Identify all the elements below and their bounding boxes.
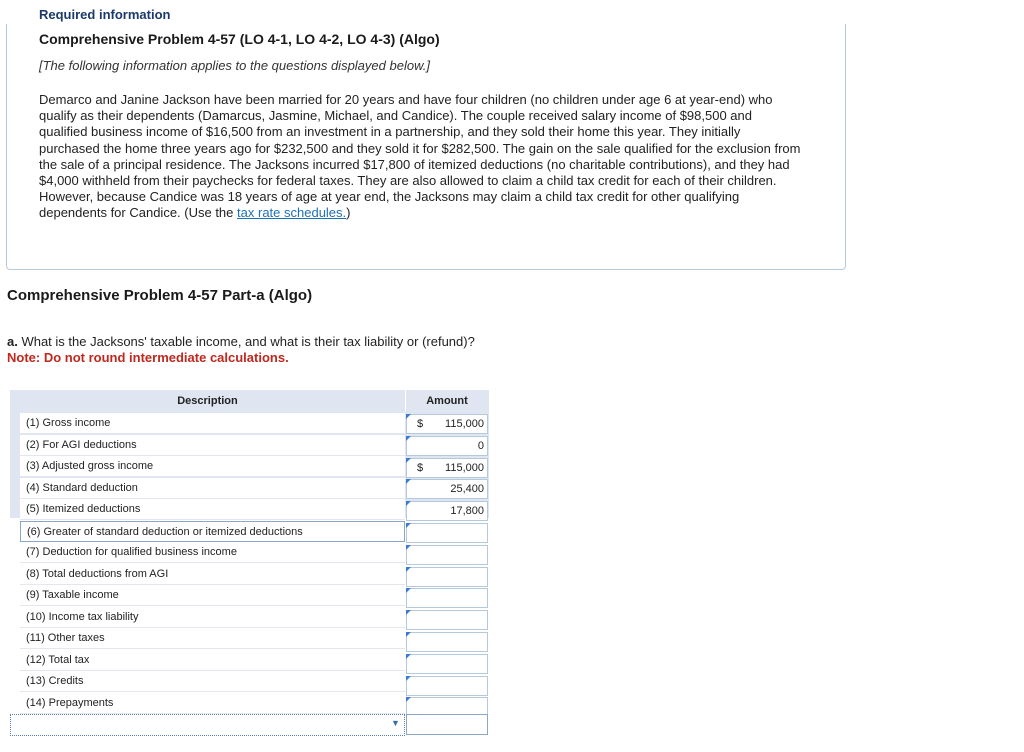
- row-label: (6) Greater of standard deduction or itemized deductions: [20, 521, 405, 542]
- question-text: What is the Jacksons' taxable income, and what is their tax liability or (refund)?: [17, 334, 475, 349]
- problem-paragraph: Demarco and Janine Jackson have been married for 20 years and have four children (no children under age 6 at year-end) who qualify as their dependents (Damarcus, Jasmine, Michael, and Candice). The couple received salary income of $98,500 and qualified business income of $16,500 from an investment in a partnership, and they sold their home this year. They initially purchased the home three years ago for $232,500 and they sold it for $282,500. The gain on the sale qualified for the exclusion from the sale of a principal residence. The Jacksons incurred $17,800 of itemized deductions (no charitable contributions), and they had $4,000 withheld from their paychecks for federal taxes. They are also allowed to claim a child tax credit for each of their children. However, because Candice was 18 years of age at year end, the Jacksons may claim a child tax credit for other qualifying dependents for Candice. (Use the: [39, 92, 801, 221]
- currency-symbol: $: [417, 461, 424, 474]
- row-label: (10) Income tax liability: [20, 607, 405, 628]
- row-label: (7) Deduction for qualified business income: [20, 542, 405, 563]
- amount-header: Amount: [426, 395, 468, 407]
- part-heading: Comprehensive Problem 4-57 Part-a (Algo): [7, 287, 313, 304]
- amount-input[interactable]: [406, 501, 488, 521]
- input-flag-icon: [406, 632, 411, 637]
- input-flag-icon: [406, 654, 411, 659]
- row-label: (8) Total deductions from AGI: [20, 564, 405, 585]
- description-dropdown[interactable]: [10, 714, 405, 736]
- currency-symbol: $: [417, 418, 424, 430]
- input-flag-icon: [406, 697, 411, 702]
- description-header: Description: [177, 395, 238, 407]
- row-label: (13) Credits: [20, 671, 405, 692]
- amount-input[interactable]: [406, 567, 488, 587]
- problem-title: Comprehensive Problem 4-57 (LO 4-1, LO 4-2, LO 4-3) (Algo): [39, 31, 440, 47]
- amount-input[interactable]: [406, 654, 488, 674]
- amount-input[interactable]: [406, 458, 488, 478]
- row-label: (12) Total tax: [20, 650, 405, 671]
- question-prefix: a.: [7, 334, 18, 349]
- tax-rate-schedules-link[interactable]: tax rate schedules.: [237, 205, 347, 221]
- amount-input[interactable]: [406, 676, 488, 696]
- row-label: (11) Other taxes: [20, 628, 405, 649]
- amount-input[interactable]: [406, 545, 488, 565]
- amount-input[interactable]: [406, 523, 488, 543]
- input-flag-icon: [406, 610, 411, 615]
- row-label: (1) Gross income: [20, 413, 405, 434]
- amount-input[interactable]: [406, 436, 488, 456]
- amount-value: 115,000: [445, 418, 484, 430]
- amount-input[interactable]: [406, 414, 488, 434]
- row-label: (5) Itemized deductions: [20, 499, 405, 520]
- input-flag-icon: [406, 458, 411, 463]
- amount-value: 25,400: [450, 483, 484, 496]
- input-flag-icon: [406, 414, 411, 419]
- amount-value: 17,800: [450, 505, 484, 518]
- required-information-label: Required information: [39, 7, 171, 22]
- problem-description: [39, 92, 801, 222]
- question: [7, 334, 475, 349]
- row-label: (14) Prepayments: [20, 693, 405, 714]
- amount-input-empty[interactable]: [406, 714, 488, 735]
- input-flag-icon: [406, 567, 411, 572]
- input-flag-icon: [406, 545, 411, 550]
- rounding-note: Note: Do not round intermediate calculations.: [7, 350, 289, 365]
- row-label: (4) Standard deduction: [20, 478, 405, 499]
- input-flag-icon: [406, 588, 411, 593]
- amount-value: 115,000: [445, 461, 484, 474]
- input-flag-icon: [406, 523, 411, 528]
- row-label: (2) For AGI deductions: [20, 435, 405, 456]
- dropdown-arrow-icon[interactable]: ▼: [391, 718, 400, 728]
- applies-note: [The following information applies to the questions displayed below.]: [39, 58, 430, 73]
- input-flag-icon: [406, 436, 411, 441]
- amount-input[interactable]: [406, 610, 488, 630]
- row-label: (9) Taxable income: [20, 585, 405, 606]
- paragraph-closing: ): [346, 205, 351, 221]
- amount-input[interactable]: [406, 479, 488, 499]
- input-flag-icon: [406, 676, 411, 681]
- input-flag-icon: [406, 501, 411, 506]
- amount-input[interactable]: [406, 588, 488, 608]
- amount-input[interactable]: [406, 632, 488, 652]
- input-flag-icon: [406, 479, 411, 484]
- row-label: (3) Adjusted gross income: [20, 456, 405, 477]
- amount-value: 0: [477, 439, 484, 452]
